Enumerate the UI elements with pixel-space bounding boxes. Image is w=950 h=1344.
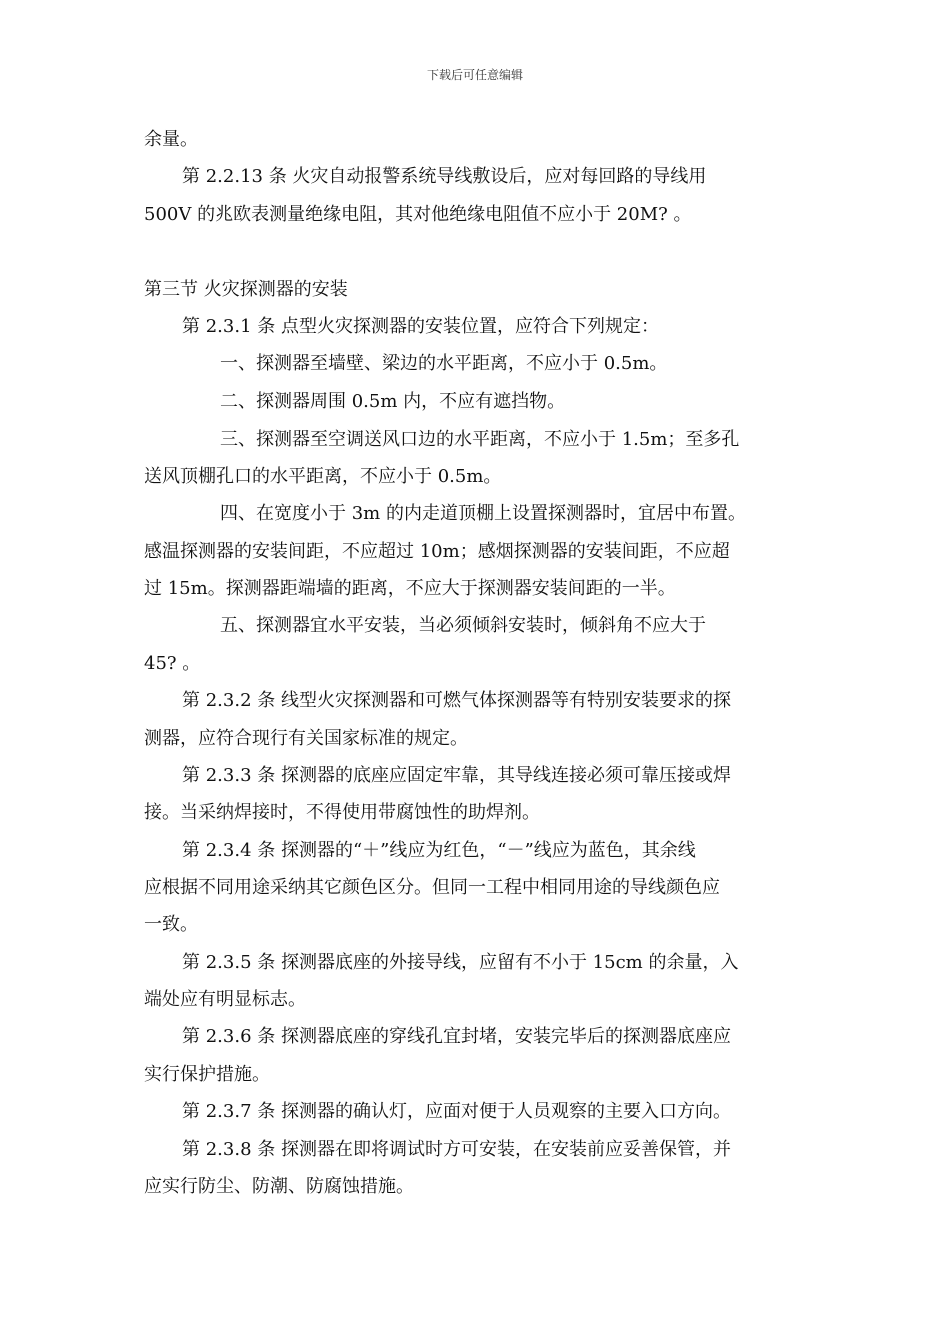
paragraph-line: 45? 。 xyxy=(144,653,201,674)
paragraph-line: 第 2.3.4 条 探测器的“＋”线应为红色，“－”线应为蓝色，其余线 xyxy=(182,840,696,861)
paragraph-line: 感温探测器的安装间距，不应超过 10m；感烟探测器的安装间距，不应超 xyxy=(144,541,730,562)
paragraph-line: 一致。 xyxy=(144,914,198,935)
paragraph-line: 二、探测器周围 0.5m 内，不应有遮挡物。 xyxy=(220,391,566,412)
section-heading: 第三节 火灾探测器的安装 xyxy=(144,279,348,300)
paragraph-line: 实行保护措施。 xyxy=(144,1064,270,1085)
paragraph-line: 端处应有明显标志。 xyxy=(144,989,306,1010)
paragraph-line: 四、在宽度小于 3m 的内走道顶棚上设置探测器时，宜居中布置。 xyxy=(220,503,746,524)
paragraph-line: 余量。 xyxy=(144,129,198,150)
paragraph-line: 第 2.3.5 条 探测器底座的外接导线，应留有不小于 15cm 的余量，入 xyxy=(182,952,739,973)
paragraph-line: 接。当采纳焊接时，不得使用带腐蚀性的助焊剂。 xyxy=(144,802,540,823)
paragraph-line: 测器，应符合现行有关国家标准的规定。 xyxy=(144,728,468,749)
paragraph-line: 送风顶棚孔口的水平距离，不应小于 0.5m。 xyxy=(144,466,502,487)
paragraph-line: 应根据不同用途采纳其它颜色区分。但同一工程中相同用途的导线颜色应 xyxy=(144,877,720,898)
paragraph-line: 一、探测器至墙壁、梁边的水平距离，不应小于 0.5m。 xyxy=(220,353,668,374)
paragraph-line: 应实行防尘、防潮、防腐蚀措施。 xyxy=(144,1176,414,1197)
paragraph-line: 三、探测器至空调送风口边的水平距离，不应小于 1.5m；至多孔 xyxy=(220,429,740,450)
page-header: 下载后可任意编辑 xyxy=(426,68,523,82)
paragraph-line: 第 2.3.8 条 探测器在即将调试时方可安装，在安装前应妥善保管，并 xyxy=(182,1139,731,1160)
paragraph-line: 第 2.3.6 条 探测器底座的穿线孔宜封堵，安装完毕后的探测器底座应 xyxy=(182,1026,731,1047)
paragraph-line: 500V 的兆欧表测量绝缘电阻，其对他绝缘电阻值不应小于 20M? 。 xyxy=(144,204,692,225)
paragraph-line: 第 2.3.1 条 点型火灾探测器的安装位置，应符合下列规定： xyxy=(182,316,659,337)
paragraph-line: 五、探测器宜水平安装，当必须倾斜安装时，倾斜角不应大于 xyxy=(220,615,706,636)
paragraph-line: 第 2.3.2 条 线型火灾探测器和可燃气体探测器等有特别安装要求的探 xyxy=(182,690,731,711)
paragraph-line: 第 2.2.13 条 火灾自动报警系统导线敷设后，应对每回路的导线用 xyxy=(182,166,707,187)
paragraph-line: 过 15m。探测器距端墙的距离，不应大于探测器安装间距的一半。 xyxy=(144,578,676,599)
paragraph-line: 第 2.3.3 条 探测器的底座应固定牢靠，其导线连接必须可靠压接或焊 xyxy=(182,765,731,786)
paragraph-line: 第 2.3.7 条 探测器的确认灯，应面对便于人员观察的主要入口方向。 xyxy=(182,1101,731,1122)
